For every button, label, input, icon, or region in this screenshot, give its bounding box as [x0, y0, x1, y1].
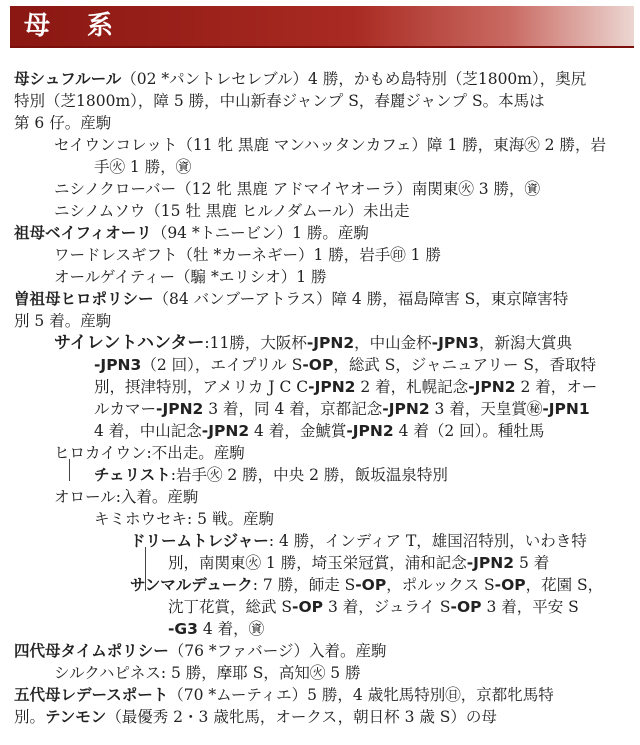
- bold-text: 祖母: [14, 224, 46, 242]
- text-span: セイウンコレット（11 牝 黒鹿 マンハッタンカフェ）障 1 勝，東海㊋ 2 勝，岩: [54, 136, 606, 154]
- text-span: （76 *ファバージ）入着。産駒: [168, 642, 387, 660]
- text-span: 2 着，オー: [515, 378, 598, 396]
- text-span: 2 着，札幌記念: [355, 378, 469, 396]
- bold-text: -JPN3: [431, 334, 479, 352]
- bold-text: ベイフィオーリ: [45, 224, 152, 242]
- bold-text: 曽祖母: [14, 290, 61, 308]
- text-span: （84 バンブーアトラス）障 4 勝，福島障害 S，東京障害特: [153, 290, 569, 308]
- bold-text: ヒロポリシー: [60, 290, 154, 308]
- bold-text: -OP: [494, 576, 526, 594]
- text-line: [94, 508, 274, 530]
- section-title: 母 系: [24, 11, 128, 41]
- text-span: （94 *トニービン）1 勝。産駒: [151, 224, 369, 242]
- bold-text: -JPN2: [382, 400, 430, 418]
- text-line: [94, 464, 448, 486]
- bold-text: テンモン: [45, 708, 107, 726]
- bold-text: レデースポート: [60, 686, 169, 704]
- bold-text: -JPN2: [308, 378, 356, 396]
- bold-text: -JPN1: [542, 400, 590, 418]
- text-span: オールゲイティー（騸 *エリシオ）1 勝: [54, 268, 327, 286]
- text-span: ヒロカイウン:不出走。産駒: [54, 444, 245, 462]
- bold-text: -JPN2: [306, 334, 355, 352]
- bold-text: -OP: [355, 576, 387, 594]
- text-line: [54, 200, 410, 222]
- text-span: ルカマー: [94, 400, 157, 418]
- bold-text: 五代母: [14, 686, 61, 704]
- bold-text: タイムポリシー: [60, 642, 169, 660]
- bold-text: -JPN3: [94, 356, 142, 374]
- text-line: [168, 618, 264, 640]
- bold-text: シュフルール: [29, 70, 122, 88]
- text-line: [54, 244, 441, 266]
- bold-text: -OP: [450, 598, 482, 616]
- branch-connector: [145, 547, 146, 591]
- text-span: （最優秀 2・3 歳牝馬，オークス，朝日杯 3 歳 S）の母: [106, 708, 497, 726]
- text-line: [14, 706, 497, 728]
- text-span: ワードレスギフト（牡 *カーネギー）1 勝，岩手㊞ 1 勝: [54, 246, 441, 264]
- text-span: （2 回），エイプリル S: [141, 356, 303, 374]
- branch-connector: [69, 459, 70, 481]
- text-span: ，新潟大賞典: [479, 334, 573, 352]
- text-span: 3 着，同 4 着，京都記念: [203, 400, 383, 418]
- bold-text: サイレントハンター: [54, 333, 205, 353]
- text-span: 3 着，平安 S: [481, 598, 579, 616]
- bold-text: 四代母: [14, 642, 61, 660]
- bold-text: -OP: [302, 356, 334, 374]
- text-line: [94, 156, 191, 178]
- text-line: [168, 552, 549, 574]
- bold-text: -OP: [292, 598, 324, 616]
- text-line: [14, 684, 554, 706]
- text-line: [14, 222, 369, 244]
- text-span: オロール:入着。産駒: [54, 488, 199, 506]
- text-span: 4 着，金鯱賞: [249, 422, 347, 440]
- bold-text: -JPN2: [156, 400, 204, 418]
- text-span: ，花園 S，: [525, 576, 604, 594]
- text-line: [14, 640, 387, 662]
- text-span: :岩手㊋ 2 勝，中央 2 勝，飯坂温泉特別: [170, 466, 448, 484]
- text-line: [54, 332, 572, 354]
- text-span: キミホウセキ: 5 戦。産駒: [94, 510, 274, 528]
- text-span: 別，摂津特別，アメリカ J C C: [94, 378, 309, 396]
- text-span: 別 5 着。産駒: [14, 312, 112, 330]
- text-line: [168, 596, 579, 618]
- bold-text: サンマルデューク: [130, 576, 253, 594]
- section-header-bar: [10, 6, 634, 48]
- text-line: [14, 310, 111, 332]
- text-line: [14, 90, 545, 112]
- text-span: : 4 勝，インディア T，雄国沼特別，いわき特: [268, 532, 587, 550]
- text-span: : 7 勝，師走 S: [252, 576, 356, 594]
- text-span: 4 着（2 回）。種牡馬: [393, 422, 545, 440]
- text-span: 5 着: [514, 554, 550, 572]
- text-span: 特別（芝1800m），障 5 勝，中山新春ジャンプ S，春麗ジャンプ S。本馬は: [14, 92, 545, 110]
- text-line: [14, 112, 111, 134]
- text-span: 別。: [14, 708, 46, 726]
- bold-text: -JPN2: [468, 378, 516, 396]
- text-span: 手㊋ 1 勝，㊮: [94, 158, 192, 176]
- text-line: [54, 134, 606, 156]
- text-line: [54, 266, 327, 288]
- text-span: 3 着，天皇賞㊙: [429, 400, 543, 418]
- text-span: 別，南関東㊋ 1 勝，埼玉栄冠賞，浦和記念: [168, 554, 467, 572]
- bold-text: ドリームトレジャー: [130, 532, 269, 550]
- bold-text: -JPN2: [201, 422, 250, 440]
- text-line: [94, 376, 597, 398]
- text-line: [94, 354, 596, 376]
- text-line: [130, 530, 587, 552]
- text-span: 3 着，ジュライ S: [323, 598, 451, 616]
- text-line: [130, 574, 603, 596]
- text-span: ，総武 S，ジャニュアリー S，香取特: [333, 356, 596, 374]
- text-span: :11勝，大阪杯: [204, 334, 307, 352]
- bold-text: -JPN2: [466, 554, 515, 572]
- text-span: 4 着，中山記念: [94, 422, 202, 440]
- text-span: （70 *ムーティエ）5 勝，4 歳牝馬特別㊐，京都牝馬特: [168, 686, 554, 704]
- text-line: [54, 442, 245, 464]
- text-line: [94, 420, 544, 442]
- text-span: 4 着，㊮: [197, 620, 265, 638]
- text-span: ニシノクローバー（12 牝 黒鹿 アドマイヤオーラ）南関東㊋ 3 勝，㊮: [54, 180, 541, 198]
- text-span: ニシノムソウ（15 牡 黒鹿 ヒルノダムール）未出走: [54, 202, 410, 220]
- text-line: [94, 398, 590, 420]
- bold-text: 母: [14, 70, 30, 88]
- bold-text: チェリスト: [94, 466, 171, 484]
- bold-text: -JPN2: [346, 422, 394, 440]
- text-span: 沈丁花賞，総武 S: [168, 598, 293, 616]
- text-line: [54, 486, 198, 508]
- text-line: [14, 68, 586, 90]
- text-span: ，ポルックス S: [386, 576, 495, 594]
- bold-text: -G3: [168, 620, 198, 638]
- text-span: ，中山金杯: [354, 334, 432, 352]
- text-span: （02 *パントレセレブル）4 勝，かもめ島特別（芝1800m），奥尻: [121, 70, 587, 88]
- text-line: [54, 178, 540, 200]
- text-line: [54, 662, 361, 684]
- text-span: 第 6 仔。産駒: [14, 114, 112, 132]
- text-span: シルクハピネス: 5 勝，摩耶 S，高知㊋ 5 勝: [54, 664, 361, 682]
- text-line: [14, 288, 568, 310]
